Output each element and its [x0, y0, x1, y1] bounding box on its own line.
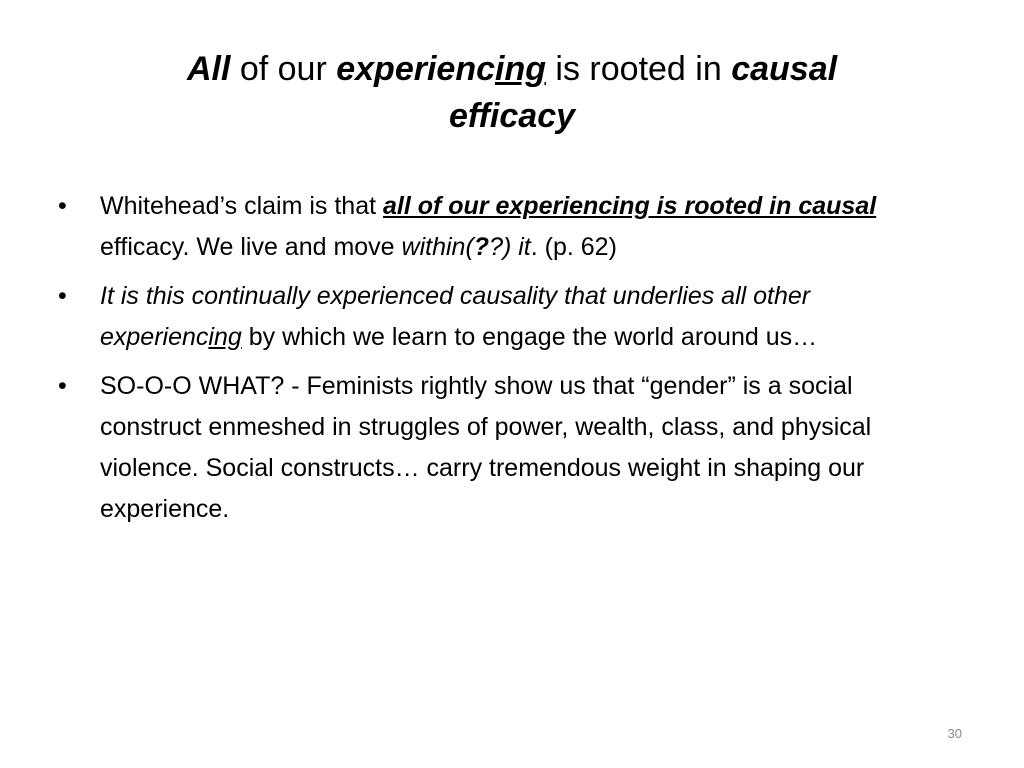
title-ing: ing	[495, 50, 546, 88]
bullet-marker: •	[58, 282, 67, 310]
bullet-item-2	[58, 276, 958, 358]
title-of-our: of our	[230, 50, 337, 88]
bullet-1-citation: . (p. 62)	[530, 233, 617, 261]
bullet-item-3	[58, 366, 958, 530]
bullet-list	[58, 186, 958, 538]
bullet-marker: •	[58, 192, 67, 220]
bullet-2-text-b: by which we learn to engage the world around us…	[241, 323, 818, 351]
bullet-item-1	[58, 186, 958, 268]
bullet-1-within: within(	[401, 233, 474, 261]
bullet-2-ing: ing	[208, 323, 242, 351]
title-efficacy: efficacy	[448, 97, 576, 135]
bullet-1-it: ?) it	[489, 233, 531, 261]
bullet-1-text-a: Whitehead’s claim is that	[100, 192, 383, 220]
title-all: All	[186, 50, 231, 88]
bullet-2-text-a: It is this continually experienced causality that underlies all other experienc	[100, 282, 811, 351]
bullet-marker: •	[58, 372, 67, 400]
bullet-1-question-mark: ?	[473, 233, 490, 261]
bullet-1-text-b: efficacy. We live and move	[100, 233, 402, 261]
bullet-3-text: SO-O-O WHAT? - Feminists rightly show us that “gender” is a social construct enmeshed in struggles of power, wealth, class, and physical violence. Social constructs… carry tremendous weight in shaping our experience.	[100, 372, 872, 523]
page-number: 30	[947, 726, 962, 741]
title-experienc: experienc	[336, 50, 495, 88]
slide-title	[60, 46, 964, 140]
bullet-1-emphasis: all of our experiencing is rooted in causal	[383, 192, 877, 220]
title-is-rooted-in: is rooted in	[545, 50, 732, 88]
title-causal: causal	[731, 50, 838, 88]
